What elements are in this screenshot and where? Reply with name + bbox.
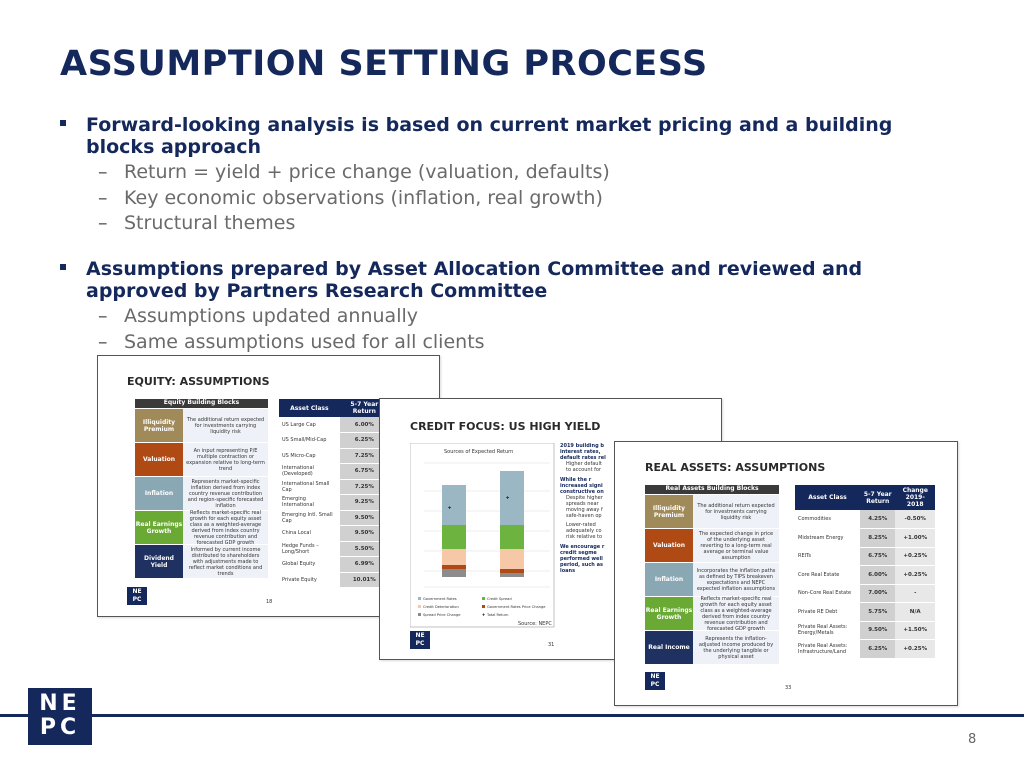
svg-text:✚: ✚ [506,495,510,500]
bullet-text: Assumptions prepared by Asset Allocation Committee and reviewed and approved by Partners Research Committee [86,258,863,302]
asset-class-cell: Core Real Estate [795,566,860,585]
asset-class-cell: US Large Cap [279,417,340,433]
table-row [795,566,935,585]
logo-text: NE PC [39,691,81,740]
building-block-name: Valuation [135,443,183,476]
asset-class-cell: Global Equity [279,557,340,573]
commentary-line: safe-haven op [566,513,602,519]
value-cell: -0.50% [895,510,935,529]
page-title: ASSUMPTION SETTING PROCESS [60,44,708,84]
table-row [279,557,389,573]
bullet-marker [60,120,66,126]
value-cell: 6.25% [340,433,389,449]
commentary-line: loans [560,568,576,574]
sub-bullet: – Structural themes [98,212,296,234]
table-header: Asset Class [795,485,860,510]
building-block-desc: Reflects market-specific real growth for each equity asset class as a weighted-average derived from index country revenue contribution and forecasted GDP growth [693,597,779,630]
footer-rule [0,714,1024,717]
table-row [279,479,389,495]
commentary-line: While the r [560,477,592,483]
value-cell: 9.50% [340,526,389,542]
thumbnail-title: CREDIT FOCUS: US HIGH YIELD [410,420,601,433]
building-block-desc: Incorporates the inflation paths as defined by TIPS breakeven expectations and NEPC expected inflation assumptions [693,563,779,596]
sources-of-return-chart [410,443,555,628]
real-assets-table [795,485,935,659]
svg-text:Spread Price Change: Spread Price Change [423,613,461,617]
svg-text:Credit Deterioration: Credit Deterioration [423,605,459,609]
table-row [795,603,935,622]
sub-bullet: – Key economic observations (inflation, real growth) [98,186,603,209]
nepc-logo-mini: NE PC [410,631,430,649]
commentary-line: constructive on [560,489,604,495]
asset-class-cell: China Local [279,526,340,542]
table-row [279,495,389,511]
commentary-line: Higher default [566,461,602,467]
value-cell: 6.00% [340,417,389,433]
building-block-name: Real Earnings Growth [645,597,693,630]
commentary-line: increased signi [560,483,603,489]
commentary-line: We encourage r [560,544,605,550]
nepc-logo [28,688,92,745]
bullet-1 [60,114,960,237]
value-cell: N/A [895,603,935,622]
building-block-row [645,597,779,630]
bullet-2 [60,258,960,355]
building-block-desc: The expected change in price of the underlying asset reverting to a long-term real average or terminal value assumption [693,529,779,562]
commentary-line: to account for [566,467,601,473]
asset-class-cell: Commodities [795,510,860,529]
building-block-row [135,511,268,544]
thumbnail-page: 18 [266,599,273,605]
svg-text:Credit Spread: Credit Spread [487,597,512,601]
sub-bullet: – Assumptions updated annually [98,305,418,327]
building-block-row [645,563,779,596]
commentary-line: spreads near [566,501,599,507]
table-row [795,529,935,548]
sub-bullet: – Same assumptions used for all clients [98,330,485,353]
commentary-line: moving away f [566,507,603,513]
table-header: Change 2019-2018 [895,485,935,510]
commentary-line: risk relative to [566,534,603,540]
value-cell: 7.25% [340,479,389,495]
building-block-name: Inflation [135,477,183,510]
asset-class-cell: International (Developed) [279,464,340,480]
asset-class-cell: Private Equity [279,572,340,588]
commentary-line: default rates rel [560,455,606,461]
asset-class-cell: Private Real Assets: Energy/Metals [795,621,860,640]
nepc-logo-mini: NE PC [127,587,147,605]
value-cell: 4.25% [860,510,895,529]
svg-text:✚: ✚ [448,505,452,510]
building-block-row [135,477,268,510]
svg-text:Total Return: Total Return [487,613,509,617]
building-block-desc: Informed by current income distributed to shareholders with adjustments made to reflect market conditions and trends [183,545,268,578]
building-block-desc: An input representing P/E multiple contraction or expansion relative to long-term trend [183,443,268,476]
real-assets-thumbnail [614,441,958,706]
table-row [795,510,935,529]
asset-class-cell: REITs [795,547,860,566]
building-block-name: Dividend Yield [135,545,183,578]
value-cell: 6.99% [340,557,389,573]
building-block-row [645,631,779,664]
building-block-name: Real Income [645,631,693,664]
chart-title: Sources of Expected Return [444,449,514,455]
table-row [279,464,389,480]
table-row [279,433,389,449]
chart-source: Source: NEPC [518,621,552,627]
value-cell: +1.00% [895,529,935,548]
table-row [279,572,389,588]
svg-text:Government Rates Price Change: Government Rates Price Change [487,605,546,609]
asset-class-cell: US Small/Mid-Cap [279,433,340,449]
value-cell: 9.50% [340,510,389,526]
asset-class-cell: US Micro-Cap [279,448,340,464]
value-cell: 7.25% [340,448,389,464]
thumbnail-page: 31 [548,642,555,648]
svg-text:✚: ✚ [482,613,486,617]
commentary-line: performed well [560,556,603,562]
commentary-line: credit segme [560,550,597,556]
building-block-name: Inflation [645,563,693,596]
thumbnail-title: REAL ASSETS: ASSUMPTIONS [645,461,826,474]
building-block-name: Illiquidity Premium [645,495,693,528]
commentary-line: adequately co [566,528,602,534]
nepc-logo-mini: NE PC [645,672,665,690]
value-cell: 7.00% [860,584,895,603]
building-block-row [645,529,779,562]
table-row [795,547,935,566]
asset-class-cell: Emerging International [279,495,340,511]
thumbnail-page: 33 [785,685,792,691]
building-block-desc: Represents market-specific inflation derived from index country revenue contribution and region-specific forecasted inflation [183,477,268,510]
credit-commentary [560,443,620,574]
value-cell: +0.25% [895,547,935,566]
value-cell: 6.75% [860,547,895,566]
table-row [795,640,935,659]
value-cell: +0.25% [895,640,935,659]
table-row [279,417,389,433]
asset-class-cell: Midstream Energy [795,529,860,548]
commentary-line: period, such as [560,562,603,568]
value-cell: +1.50% [895,621,935,640]
building-block-desc: The additional return expected for investments carrying liquidity risk [693,495,779,528]
value-cell: 9.25% [340,495,389,511]
bullet-text: Forward-looking analysis is based on current market pricing and a building blocks approach [86,114,893,158]
value-cell: 5.75% [860,603,895,622]
value-cell: 8.25% [860,529,895,548]
building-block-row [645,495,779,528]
table-row [279,510,389,526]
commentary-line: 2019 building b [560,443,604,449]
building-block-desc: The additional return expected for investments carrying liquidity risk [183,409,268,442]
svg-text:Government Rates: Government Rates [423,597,457,601]
value-cell: +0.25% [895,566,935,585]
building-block-name: Valuation [645,529,693,562]
value-cell: 6.75% [340,464,389,480]
table-row [279,526,389,542]
value-cell: 6.00% [860,566,895,585]
building-block-name: Real Earnings Growth [135,511,183,544]
value-cell: 6.25% [860,640,895,659]
value-cell: 5.50% [340,541,389,557]
commentary-line: interest rates, [560,449,601,455]
table-header: Asset Class [279,399,340,417]
value-cell: 10.01% [340,572,389,588]
building-block-row [135,443,268,476]
building-blocks-header: Real Assets Building Blocks [645,485,779,494]
sub-bullet: – Return = yield + price change (valuation, defaults) [98,161,610,183]
value-cell: 9.50% [860,621,895,640]
table-row [795,584,935,603]
table-row [795,621,935,640]
building-block-desc: Reflects market-specific real growth for each equity asset class as a weighted-average derived from index country revenue contribution and forecasted GDP growth [183,511,268,544]
table-row [279,448,389,464]
asset-class-cell: International Small Cap [279,479,340,495]
asset-class-cell: Emerging Intl. Small Cap [279,510,340,526]
bullet-marker [60,264,66,270]
table-header: 5-7 Year Return [860,485,895,510]
building-block-desc: Represents the inflation-adjusted income produced by the underlying tangible or physical asset [693,631,779,664]
asset-class-cell: Private Real Assets: Infrastructure/Land [795,640,860,659]
building-block-name: Illiquidity Premium [135,409,183,442]
building-blocks-header: Equity Building Blocks [135,399,268,408]
table-header: 5-7 Year Return [340,399,389,417]
building-block-row [135,409,268,442]
asset-class-cell: Private RE Debt [795,603,860,622]
building-block-row [135,545,268,578]
commentary-line: Despite higher [566,495,603,501]
asset-class-cell: Hedge Funds – Long/Short [279,541,340,557]
commentary-line: Lower-rated [566,522,596,528]
equity-table [279,399,389,588]
asset-class-cell: Non-Core Real Estate [795,584,860,603]
page-number: 8 [968,732,977,747]
thumbnail-title: EQUITY: ASSUMPTIONS [127,375,270,388]
table-row [279,541,389,557]
value-cell: - [895,584,935,603]
